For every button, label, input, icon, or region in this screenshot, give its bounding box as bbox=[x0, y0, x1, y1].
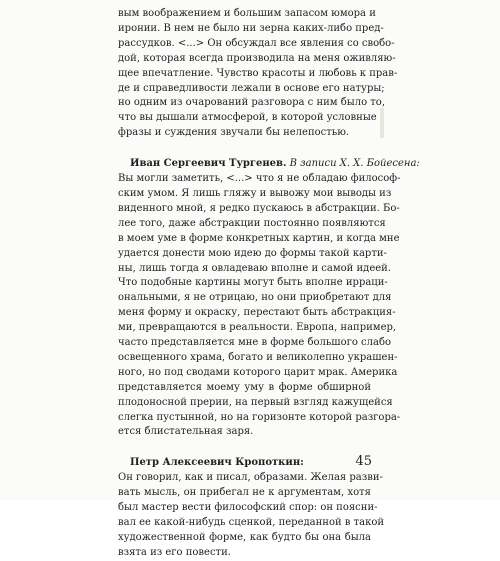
text-line: освещенного храма, богато и великолепно украшен- bbox=[118, 351, 398, 363]
text-line: был мастер вести философский спор: он поясни- bbox=[118, 502, 378, 514]
text-line: ется блистательная заря. bbox=[118, 426, 254, 438]
paragraph-gap bbox=[118, 141, 371, 157]
text-line: что вы дышали атмосферой, в которой условные bbox=[118, 112, 377, 124]
text-line: ским умом. Я лишь гляжу и вывожу мои выводы из bbox=[118, 187, 392, 199]
text-line: художественной форме, как будто бы она была bbox=[118, 531, 371, 543]
text-line: слегка пустынной, но на горизонте которой разгора- bbox=[118, 411, 401, 423]
text-line: удается донести мою идею до формы такой карти- bbox=[118, 247, 387, 259]
text-line: фразы и суждения звучали бы нелепостью. bbox=[118, 127, 350, 139]
entry-heading-line bbox=[118, 456, 371, 471]
source-note: В записи Х. Х. Бойесена: bbox=[289, 158, 420, 170]
text-line: взята из его повести. bbox=[118, 546, 231, 558]
text-line: дой, которая всегда производила на меня оживляю- bbox=[118, 52, 396, 64]
text-line: ональными, я не отрицаю, но они приобретают для bbox=[118, 292, 392, 304]
text-line: ны, лишь тогда я овладеваю вполне и самой идеей. bbox=[118, 262, 391, 274]
text-column bbox=[118, 7, 420, 561]
entry-turgenev bbox=[118, 157, 420, 440]
author-name: Иван Сергеевич Тургенев. bbox=[130, 158, 287, 170]
author-name: Петр Алексеевич Кропоткин: bbox=[130, 457, 304, 469]
text-line: ми, превращаются в реальности. Европа, например, bbox=[118, 322, 397, 334]
entry-kropotkin bbox=[118, 456, 385, 560]
page-number: 45 bbox=[355, 454, 372, 469]
text-line: вал ее какой-нибудь сценкой, переданной в такой bbox=[118, 517, 385, 528]
text-line: плодоносной прерии, на первый взгляд кажущейся bbox=[118, 396, 393, 408]
text-line: виденного мной, я редко пускаюсь в абстракции. Бо- bbox=[118, 202, 400, 214]
text-line: в моем уме в форме конкретных картин, и когда мне bbox=[118, 232, 400, 244]
text-line: рассудков. <...> Он обсуждал все явления со свобо- bbox=[118, 37, 395, 49]
text-line: де и справедливости лежали в основе его натуры; bbox=[118, 82, 385, 94]
text-line: вать мысль, он прибегал не к аргументам, хотя bbox=[118, 487, 371, 499]
paragraph-continuation bbox=[118, 7, 398, 141]
text-line: Вы могли заметить, <...> что я не обладаю философ- bbox=[118, 173, 401, 185]
text-line: иронии. В нем не было ни зерна каких-либо пред- bbox=[118, 22, 384, 34]
entry-heading-line bbox=[118, 157, 420, 172]
paragraph-gap bbox=[118, 440, 371, 456]
text-line: представляется моему уму в форме обширной bbox=[118, 381, 371, 393]
text-line: щее впечатление. Чувство красоты и любовь к прав- bbox=[118, 67, 398, 79]
text-line: ного, но под сводами которого царит мрак. Америка bbox=[118, 366, 398, 378]
text-line: меня форму и окраску, перестают быть абстракция- bbox=[118, 307, 396, 319]
text-line: но одним из очарований разговора с ним было то, bbox=[118, 97, 386, 109]
ghost-bleed-through bbox=[380, 108, 384, 138]
text-line: вым воображением и большим запасом юмора и bbox=[118, 8, 376, 19]
text-line: Он говорил, как и писал, образами. Желая разви- bbox=[118, 472, 383, 484]
text-line: Что подобные картины могут быть вполне ирраци- bbox=[118, 277, 388, 289]
text-line: лее того, даже абстракции постоянно появляются bbox=[118, 217, 386, 229]
text-line: часто представляется мне в форме большого слабо bbox=[118, 337, 391, 349]
